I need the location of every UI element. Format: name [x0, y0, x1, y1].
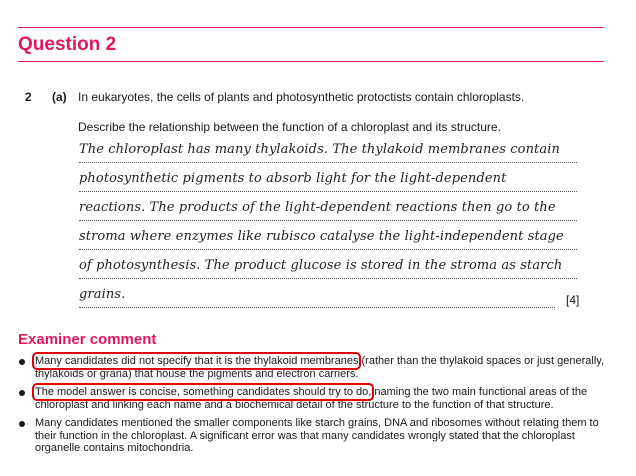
examiner-comment-3 [35, 417, 613, 455]
answer-line-1: The chloroplast has many thylakoids. The thylakoid membranes contain [79, 140, 577, 163]
examiner-comment-2 [35, 386, 613, 411]
examiner-comment-1 [35, 355, 613, 380]
answer-line-6: grains. [79, 285, 555, 308]
header-rule-bottom [18, 61, 604, 62]
question-title: Question 2 [18, 34, 117, 55]
question-number: 2 [25, 90, 32, 104]
bullet-icon [19, 421, 25, 427]
comment-text: Many candidates mentioned the smaller components like starch grains, DNA and ribosomes without relating them to their function in the chloroplast. A significant error was that many candidates wrongly stated that the chloroplast organelle contains mitochondria. [35, 417, 599, 454]
answer-line-2: photosynthetic pigments to absorb light for the light-dependent [79, 169, 577, 192]
highlighted-remark: The model answer is concise, something candidates should try to do, [35, 386, 372, 398]
marks-allocation: [4] [566, 293, 580, 307]
answer-line-4: stroma where enzymes like rubisco catalyse the light-independent stage [79, 227, 577, 250]
question-part-label: (a) [52, 90, 67, 104]
answer-line-5: of photosynthesis. The product glucose is stored in the stroma as starch [79, 256, 577, 279]
comment-text: (rather than the thylakoid spaces or just generally, thylakoids or grana) that house the pigments and electron carriers. [35, 355, 605, 380]
bullet-icon [19, 390, 25, 396]
header-rule-top [18, 27, 604, 28]
highlighted-remark: Many candidates did not specify that it is the thylakoid membranes [35, 355, 359, 367]
question-instruction: Describe the relationship between the function of a chloroplast and its structure. [78, 120, 501, 134]
question-stem: In eukaryotes, the cells of plants and photosynthetic protoctists contain chloroplasts. [78, 90, 525, 104]
examiner-comment-heading: Examiner comment [18, 331, 157, 348]
bullet-icon [19, 359, 25, 365]
comment-text: naming the two main functional areas of the chloroplast and linking each name and a biochemical detail of the structure to the function of that structure. [35, 386, 588, 411]
answer-line-3: reactions. The products of the light-dependent reactions then go to the [79, 198, 577, 221]
